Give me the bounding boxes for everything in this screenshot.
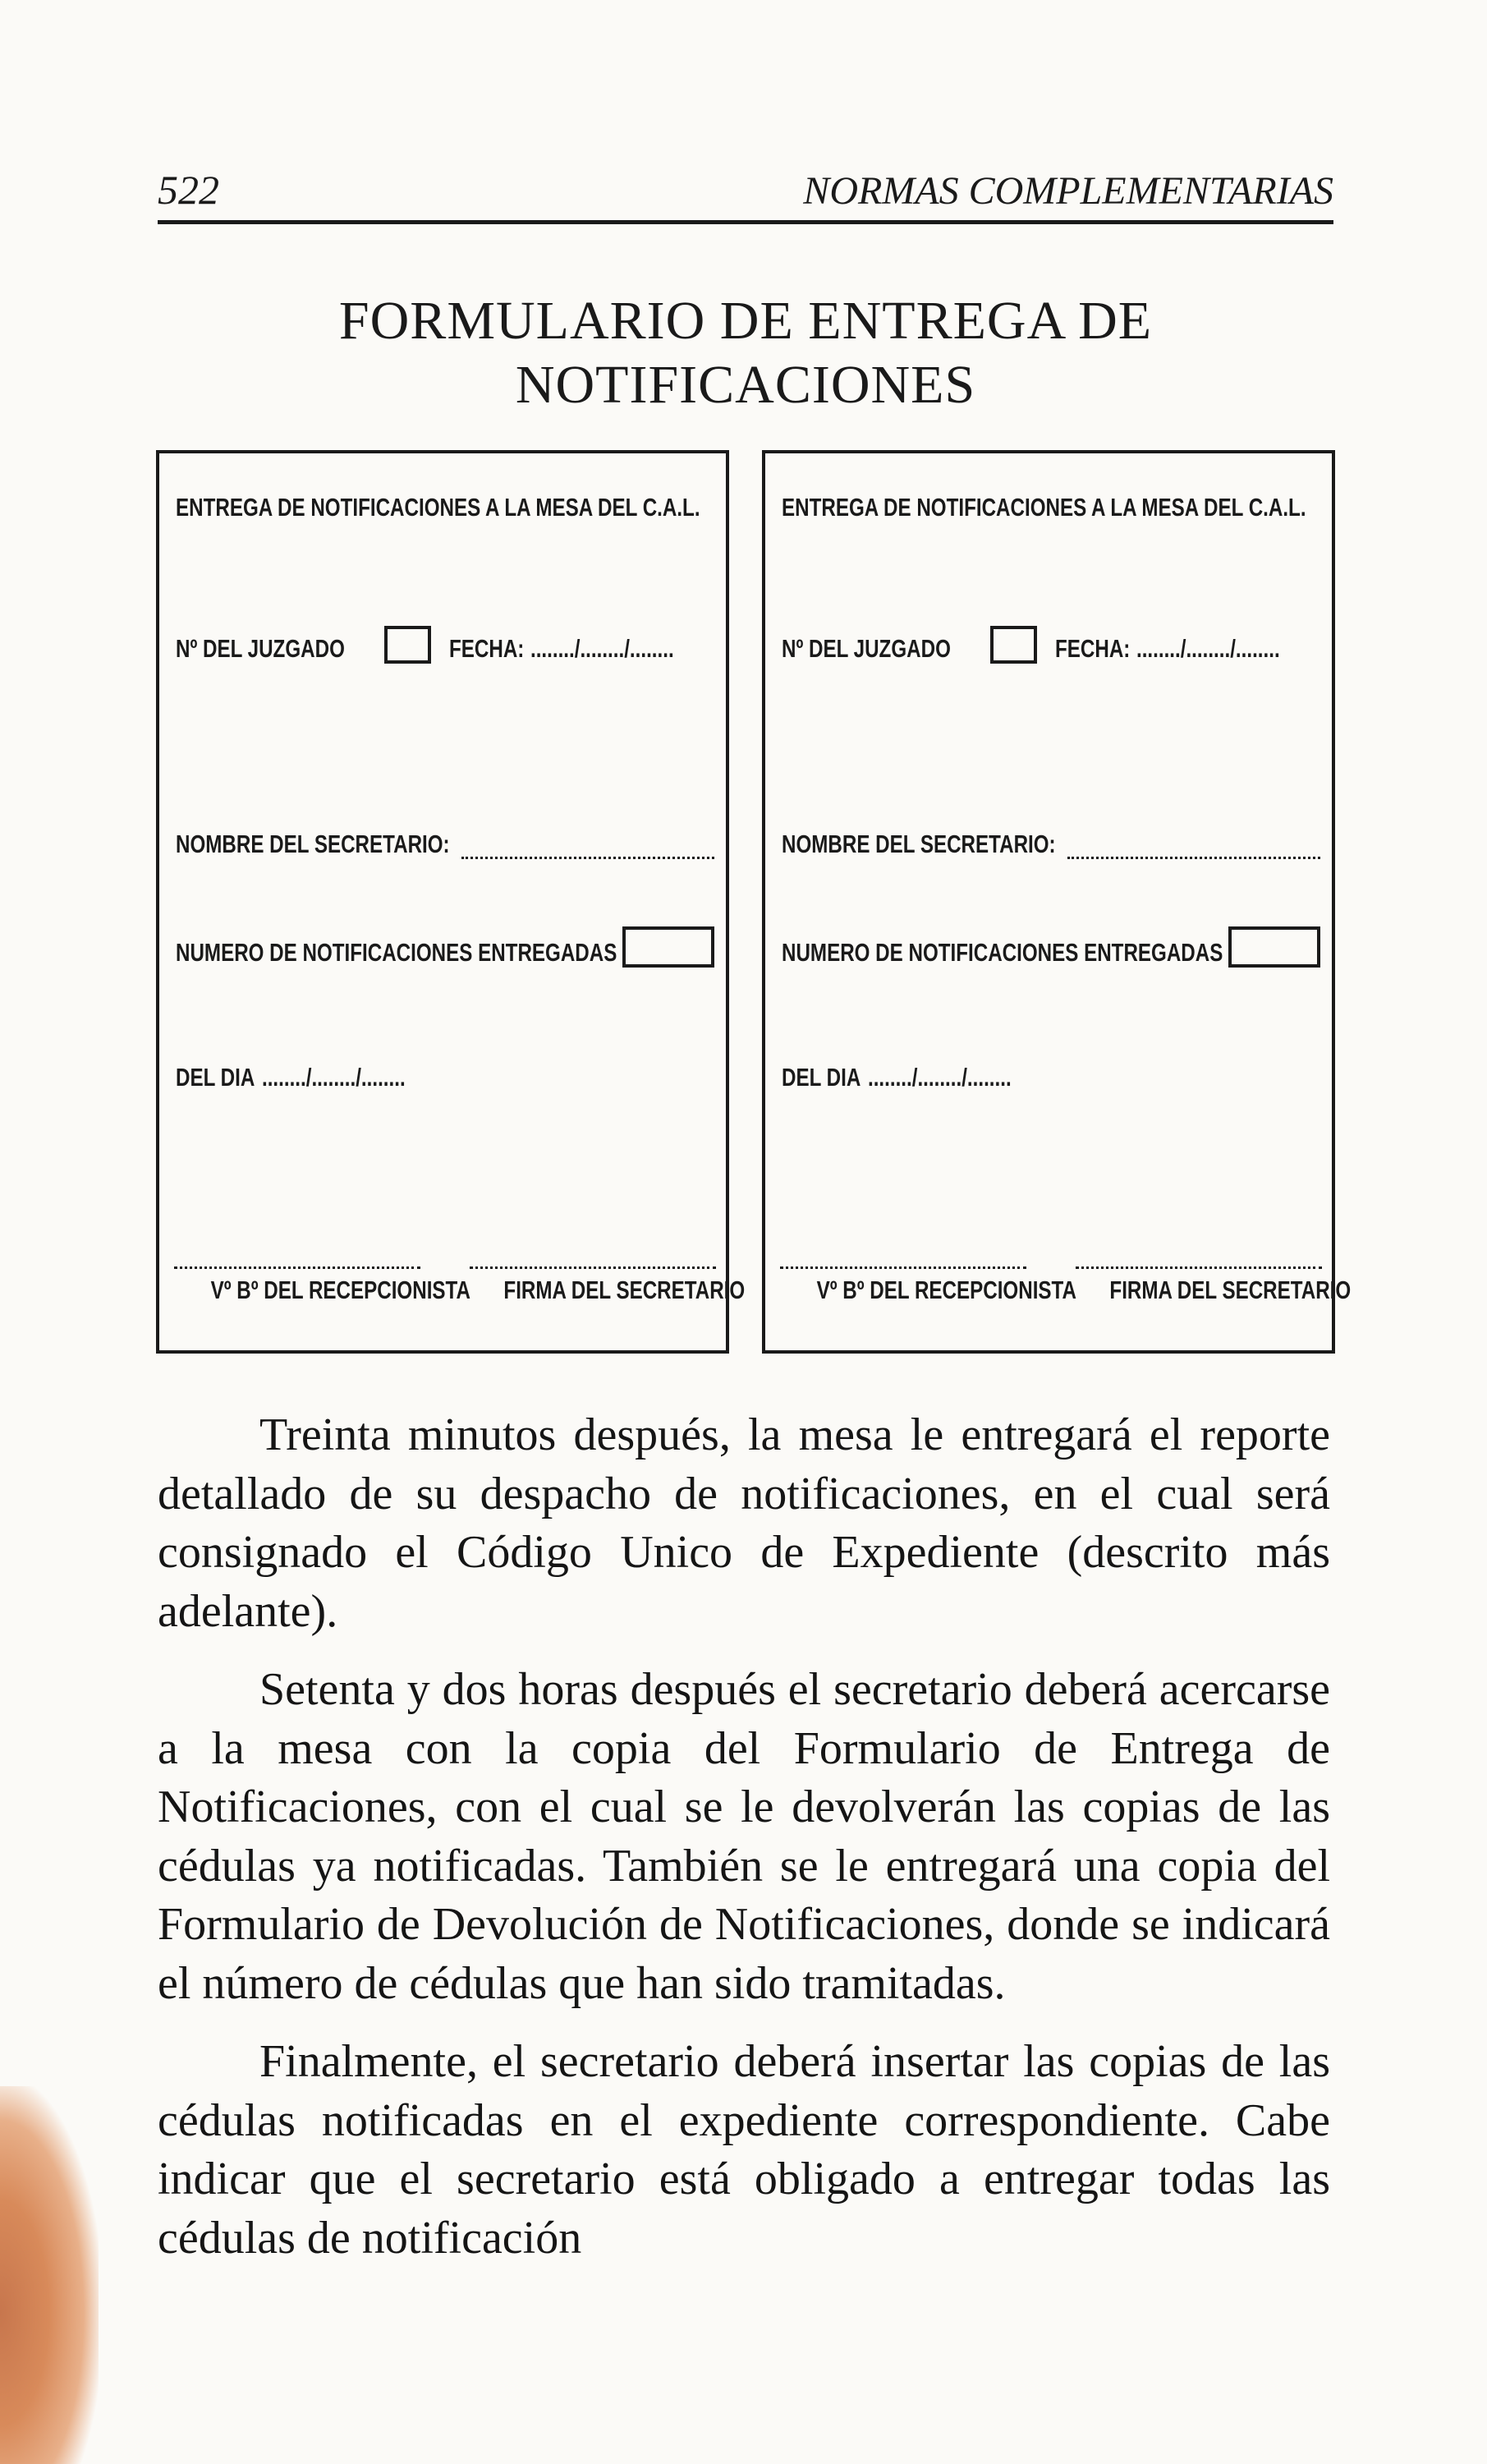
body-text (158, 1406, 1330, 2287)
paragraph-1: Treinta minutos después, la mesa le entregará el reporte detallado de su despacho de notificaciones, en el cual será consignado el Código Unico de Expediente (descrito más adelante). (158, 1409, 1330, 1637)
paragraph-3: Finalmente, el secretario deberá insertar las copias de las cédulas notificadas en el expediente correspondiente. Cabe indicar que el secretario está obligado a entregar todas las cédulas de notificación (158, 2036, 1330, 2264)
numero-label: NUMERO DE NOTIFICACIONES ENTREGADAS (782, 938, 1223, 967)
secretario-dotted-line (1067, 853, 1320, 859)
page-number: 522 (158, 167, 219, 213)
juzgado-box (990, 626, 1037, 664)
fecha-value: ......../......../........ (530, 634, 674, 663)
signature-secretario (470, 1266, 746, 1305)
numero-box (622, 926, 714, 968)
numero-box (1228, 926, 1320, 968)
juzgado-box (384, 626, 431, 664)
running-head: NORMAS COMPLEMENTARIAS (803, 169, 1333, 213)
form-copy-right (762, 450, 1352, 1354)
fecha-value: ......../......../........ (1136, 634, 1280, 663)
dia-label: DEL DIA (176, 1063, 255, 1092)
paragraph-2: Setenta y dos horas después el secretario deberá acercarse a la mesa con la copia del Formulario de Entrega de Notificaciones, con el cual se le devolverán las copias de las cédulas ya notificadas. También se le entregará una copia del Formulario de Devolución de Notificaciones, donde se indicará el número de cédulas que han sido tramitadas. (158, 1664, 1330, 2009)
dia-label: DEL DIA (782, 1063, 861, 1092)
form-title: FORMULARIO DE ENTREGA DE NOTIFICACIONES (338, 291, 1153, 415)
signature-line (174, 1266, 420, 1269)
secretario-label: NOMBRE DEL SECRETARIO: (176, 830, 450, 858)
signature-secretario (1076, 1266, 1352, 1305)
form-heading: ENTREGA DE NOTIFICACIONES A LA MESA DEL C.A.L. (782, 493, 1306, 522)
fecha-label: FECHA: (1054, 634, 1131, 663)
signature-label: FIRMA DEL SECRETARIO (503, 1276, 746, 1304)
signature-recepcionista (780, 1266, 1076, 1305)
signature-recepcionista (174, 1266, 470, 1305)
dia-value: ......../......../........ (868, 1063, 1012, 1092)
form-copy-left (156, 450, 746, 1354)
juzgado-label: Nº DEL JUZGADO (782, 634, 951, 663)
form-heading: ENTREGA DE NOTIFICACIONES A LA MESA DEL C.A.L. (176, 493, 700, 522)
dia-value: ......../......../........ (262, 1063, 406, 1092)
signature-label: Vº Bº DEL RECEPCIONISTA (816, 1276, 1076, 1304)
signature-line (470, 1266, 716, 1269)
signature-label: Vº Bº DEL RECEPCIONISTA (210, 1276, 470, 1304)
numero-label: NUMERO DE NOTIFICACIONES ENTREGADAS (176, 938, 617, 967)
signature-label: FIRMA DEL SECRETARIO (1109, 1276, 1352, 1304)
secretario-dotted-line (461, 853, 714, 859)
fecha-label: FECHA: (448, 634, 525, 663)
thumb-photo-edge (0, 2086, 99, 2464)
signature-line (780, 1266, 1026, 1269)
juzgado-label: Nº DEL JUZGADO (176, 634, 345, 663)
secretario-label: NOMBRE DEL SECRETARIO: (782, 830, 1056, 858)
signature-line (1076, 1266, 1322, 1269)
page-header (158, 161, 1333, 224)
